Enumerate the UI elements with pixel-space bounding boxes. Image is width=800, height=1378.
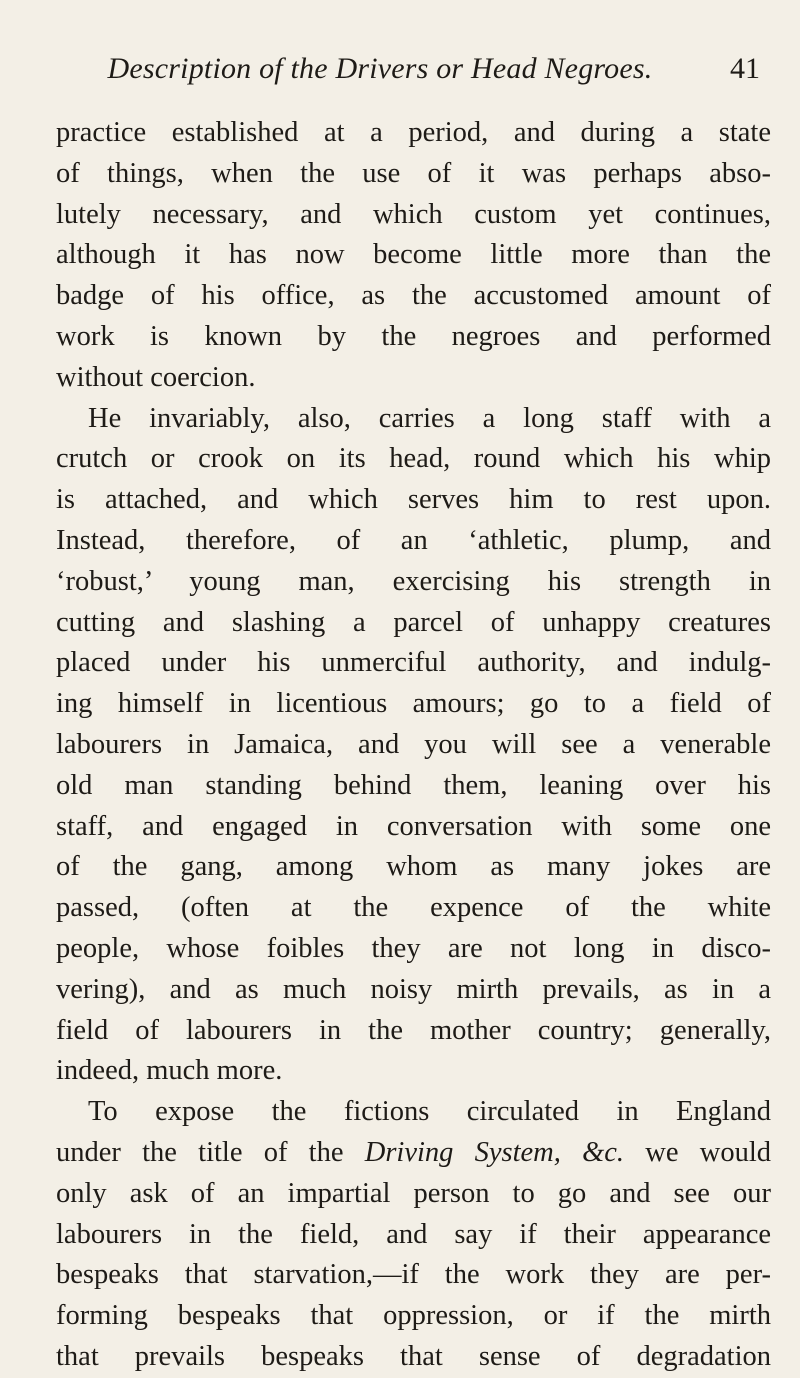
text-line: field of labourers in the mother country; generally, [56, 1014, 771, 1046]
text-line: that prevails bespeaks that sense of degradation [56, 1340, 771, 1372]
text-line: old man standing behind them, leaning over his [56, 769, 771, 801]
text-line: bespeaks that starvation,—if the work they are per- [56, 1259, 771, 1291]
text-line: although it has now become little more than the [56, 239, 771, 271]
text-line: placed under his unmerciful authority, and indulg- [56, 647, 771, 679]
text-line: He invariably, also, carries a long staff with a [88, 402, 771, 434]
text-line: only ask of an impartial person to go and see our [56, 1177, 771, 1209]
text-line: people, whose foibles they are not long in disco- [56, 932, 771, 964]
text-line: ‘robust,’ young man, exercising his strength in [56, 565, 771, 597]
page-number: 41 [730, 52, 760, 85]
text-segment: under the title of the [56, 1136, 365, 1168]
text-line: work is known by the negroes and performed [56, 320, 771, 352]
text-line: ing himself in licentious amours; go to a field of [56, 688, 771, 720]
text-line: indeed, much more. [56, 1055, 283, 1087]
text-line: passed, (often at the expence of the white [56, 892, 771, 924]
running-title: Description of the Drivers or Head Negroes. [107, 52, 653, 85]
text-line: lutely necessary, and which custom yet continues, [56, 198, 771, 230]
text-line: vering), and as much noisy mirth prevails, as in a [56, 973, 771, 1005]
text-segment: we would [624, 1136, 771, 1168]
text-line: badge of his office, as the accustomed amount of [56, 280, 771, 312]
text-line [56, 1133, 771, 1174]
text-line: forming bespeaks that oppression, or if the mirth [56, 1300, 771, 1332]
text-line: without coercion. [56, 361, 256, 393]
body-text [56, 113, 771, 1378]
text-line: staff, and engaged in conversation with some one [56, 810, 771, 842]
text-line: cutting and slashing a parcel of unhappy creatures [56, 606, 771, 638]
page-header [60, 52, 760, 96]
text-line: To expose the fictions circulated in England [88, 1096, 771, 1128]
text-line: crutch or crook on its head, round which his whip [56, 443, 771, 475]
text-line: is attached, and which serves him to rest upon. [56, 484, 771, 516]
text-line: labourers in Jamaica, and you will see a venerable [56, 728, 771, 760]
text-line: practice established at a period, and during a state [56, 117, 771, 148]
text-line: of things, when the use of it was perhaps abso- [56, 157, 771, 189]
text-line: of the gang, among whom as many jokes are [56, 851, 771, 883]
text-line: Instead, therefore, of an ‘athletic, plump, and [56, 524, 771, 556]
italic-title: Driving System, &c. [364, 1136, 625, 1168]
text-line: labourers in the field, and say if their appearance [56, 1218, 771, 1250]
